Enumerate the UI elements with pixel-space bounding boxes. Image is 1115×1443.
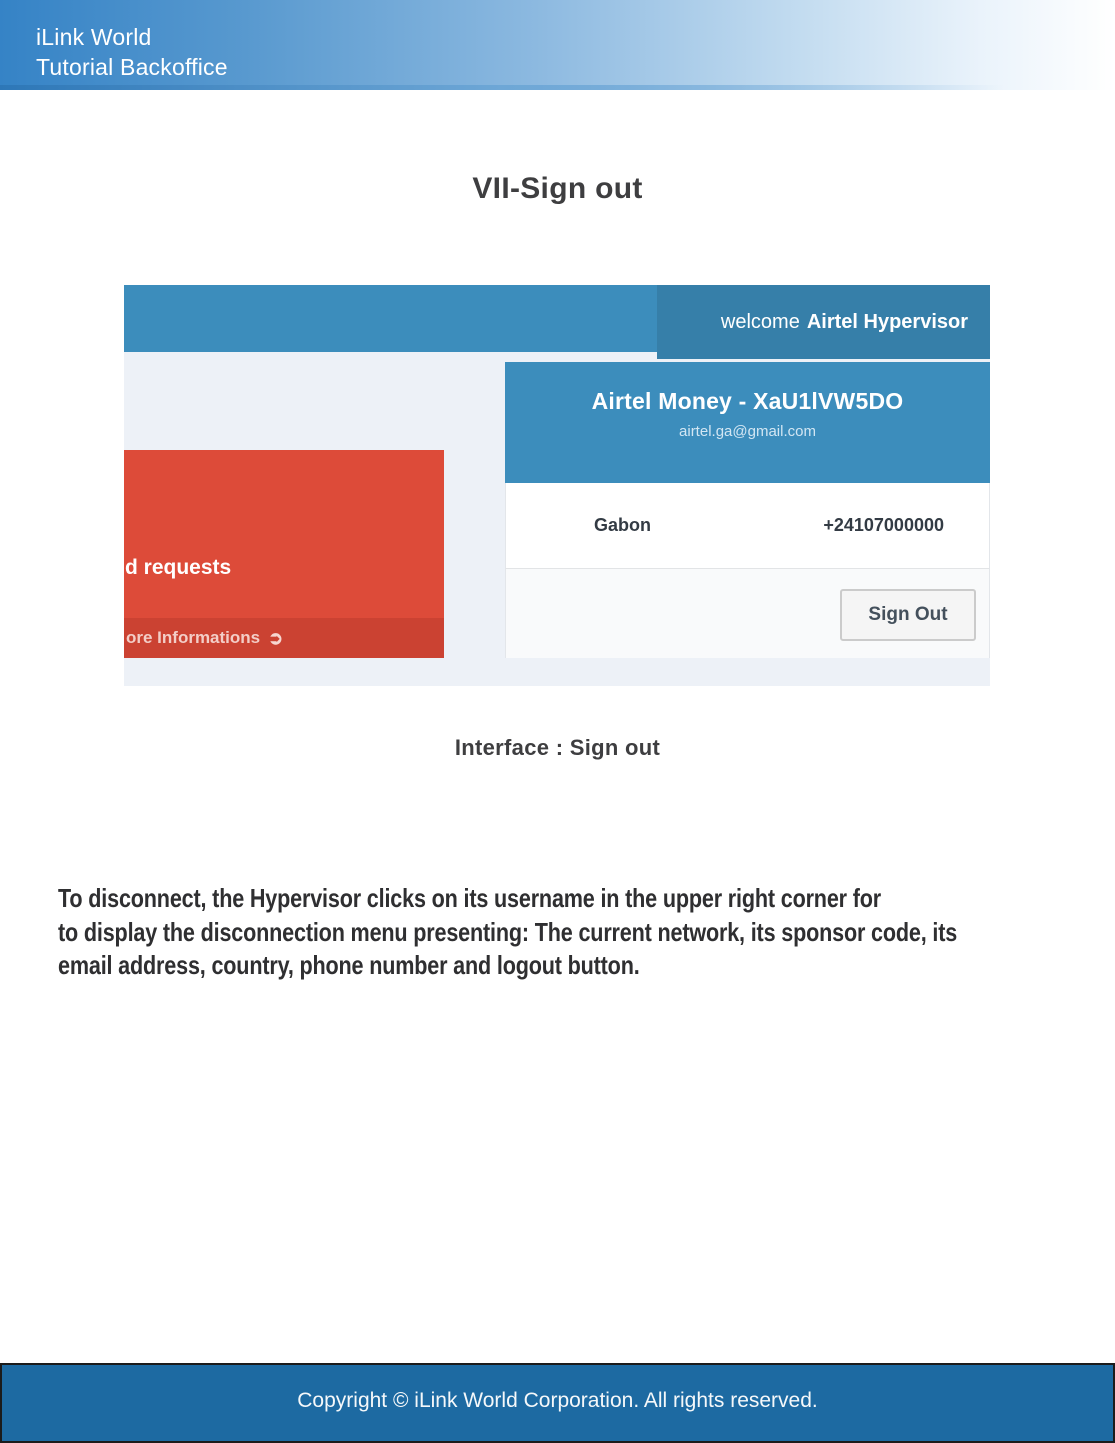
more-info-label: ore Informations (126, 628, 261, 647)
sidebar-widget (124, 450, 444, 658)
brand-line-2: Tutorial Backoffice (36, 54, 228, 80)
brand-line-1: iLink World (36, 24, 152, 50)
dropdown-header (505, 362, 990, 483)
dropdown-body (505, 483, 990, 568)
paragraph-line: To disconnect, the Hypervisor clicks on its username in the upper right corner for (58, 883, 881, 913)
more-info-arrow-icon: ➲ (268, 627, 284, 648)
user-email: airtel.ga@gmail.com (679, 423, 816, 440)
country-label: Gabon (594, 515, 651, 535)
widget-more-info-link[interactable] (124, 618, 444, 658)
widget-truncated-text: d requests (125, 556, 232, 579)
brand-block (36, 22, 228, 82)
copyright-text: Copyright © iLink World Corporation. All rights reserved. (297, 1389, 818, 1412)
user-menu-toggle[interactable] (657, 285, 990, 359)
network-title: Airtel Money - XaU1lVW5DO (591, 388, 904, 414)
page-title: VII-Sign out (472, 172, 643, 205)
header-bottom-strip (0, 85, 1115, 90)
paragraph-line: to display the disconnection menu presenting: The current network, its sponsor code, its (58, 916, 958, 947)
welcome-label: welcome (720, 310, 800, 333)
user-dropdown (505, 362, 990, 658)
phone-label: +24107000000 (823, 515, 944, 535)
document-footer (0, 1363, 1115, 1443)
document-header (0, 0, 1115, 90)
paragraph-line: email address, country, phone number and logout button. (58, 950, 640, 980)
dropdown-footer (505, 568, 990, 658)
app-screenshot (124, 285, 990, 686)
body-paragraph (58, 882, 1021, 983)
username-label: Airtel Hypervisor (806, 310, 968, 333)
sign-out-button[interactable]: Sign Out (840, 589, 976, 641)
sidebar-widget-body (124, 450, 444, 618)
figure-caption: Interface : Sign out (454, 735, 661, 760)
